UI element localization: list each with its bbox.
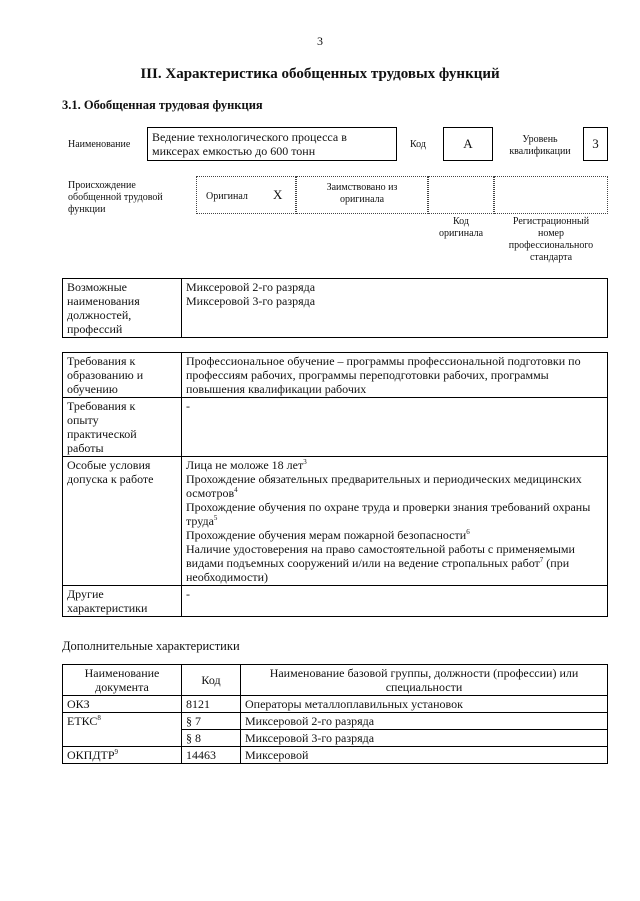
positions-values-cell xyxy=(182,279,608,338)
positions-label-cell xyxy=(63,279,182,338)
special-condition-text: Прохождение обязательных предварительных и периодических медицинских осмотров xyxy=(186,472,582,500)
education-label-line: Требования к xyxy=(67,354,136,368)
doc-cell xyxy=(63,713,182,747)
doc-cell xyxy=(63,696,182,713)
origin-label xyxy=(68,180,163,216)
registration-caption-line3: профессионального xyxy=(508,240,594,251)
positions-label-line: должностей, xyxy=(67,308,132,322)
experience-label-line: Требования к xyxy=(67,399,136,413)
doc-text: ЕТКС xyxy=(67,714,98,728)
code-cell: 14463 xyxy=(182,747,241,764)
additional-heading: Дополнительные характеристики xyxy=(62,639,240,653)
special-conditions-row xyxy=(63,457,608,586)
special-condition xyxy=(186,500,603,528)
name-cell: Миксеровой 2-го разряда xyxy=(241,713,608,730)
original-mark: X xyxy=(273,187,283,202)
position-value: Миксеровой 3-го разряда xyxy=(186,294,316,308)
page-number: 3 xyxy=(317,34,323,48)
col-name-line: специальности xyxy=(385,680,463,694)
original-code-caption xyxy=(428,216,494,240)
code-label: Код xyxy=(410,139,426,150)
doc-text: ОКЗ xyxy=(67,697,90,711)
name-cell: Миксеровой xyxy=(241,747,608,764)
doc-text: ОКПДТР xyxy=(67,748,115,762)
origin-label-line3: функции xyxy=(68,204,106,215)
special-condition xyxy=(186,472,603,500)
level-value: 3 xyxy=(583,127,608,161)
other-row xyxy=(63,586,608,617)
footnote-ref: 8 xyxy=(97,714,101,722)
name-label: Наименование xyxy=(68,139,131,150)
positions-label-line: наименования xyxy=(67,294,140,308)
education-value: Профессиональное обучение – программы профессиональной подготовки по профессиям рабочих, программы переподготовки рабочих, программы повышения квалификации рабочих xyxy=(182,353,608,398)
borrowed-label-line1: Заимствовано из xyxy=(326,182,398,193)
level-label xyxy=(500,134,580,158)
col-document-line: документа xyxy=(95,680,149,694)
experience-value: - xyxy=(182,398,608,457)
special-condition-text: Лица не моложе 18 лет xyxy=(186,458,304,472)
section-subtitle: 3.1. Обобщенная трудовая функция xyxy=(62,98,263,112)
original-code-caption-line2: оригинала xyxy=(438,228,484,239)
special-condition-text-tail: (при необходимости) xyxy=(186,556,570,584)
table-row xyxy=(63,696,608,713)
level-label-line1: Уровень xyxy=(522,134,558,145)
origin-label-line1: Происхождение xyxy=(68,180,136,191)
education-label-line: обучению xyxy=(67,382,118,396)
experience-label-cell xyxy=(63,398,182,457)
registration-caption-line1: Регистрационный xyxy=(512,216,590,227)
registration-caption-line4: стандарта xyxy=(529,252,573,263)
table-row xyxy=(63,747,608,764)
registration-caption-line2: номер xyxy=(538,228,564,239)
col-document-header xyxy=(63,665,182,696)
borrowed-label-line2: оригинала xyxy=(339,194,385,205)
footnote-ref: 9 xyxy=(114,748,119,756)
positions-label-line: профессий xyxy=(67,322,123,336)
education-row xyxy=(63,353,608,398)
origin-label-line2: обобщенной трудовой xyxy=(68,192,163,203)
special-label-cell xyxy=(63,457,182,586)
other-label-line: Другие xyxy=(67,587,104,601)
col-name-header xyxy=(241,665,608,696)
footnote-ref: 5 xyxy=(213,514,218,522)
special-condition xyxy=(186,528,603,542)
requirements-table xyxy=(62,352,608,617)
code-cell: 8121 xyxy=(182,696,241,713)
positions-label-line: Возможные xyxy=(67,280,127,294)
table-row xyxy=(63,713,608,730)
experience-label-line: практической xyxy=(67,427,137,441)
special-condition-text: Наличие удостоверения на право самостоятельной работы с применяемыми видами подъемных сооружений и/или на ведение стропальных работ xyxy=(186,542,575,570)
other-label-cell xyxy=(63,586,182,617)
name-cell: Операторы металлоплавильных установок xyxy=(241,696,608,713)
code-value: А xyxy=(443,127,493,161)
footnote-ref: 3 xyxy=(303,458,307,466)
other-label-line: характеристики xyxy=(67,601,148,615)
special-label-line: Особые условия xyxy=(67,458,151,472)
code-cell: § 8 xyxy=(182,730,241,747)
footnote-ref: 7 xyxy=(539,556,544,564)
function-name-line1: Ведение технологического процесса в xyxy=(152,130,347,144)
experience-label-line: опыту xyxy=(67,413,99,427)
original-code-caption-line1: Код xyxy=(453,216,469,227)
special-condition-text: Прохождение обучения мерам пожарной безопасности xyxy=(186,528,467,542)
original-label: Оригинал xyxy=(206,191,248,202)
doc-cell xyxy=(63,747,182,764)
special-condition-text: Прохождение обучения по охране труда и проверки знания требований охраны труда xyxy=(186,500,591,528)
registration-number-cell xyxy=(494,176,608,214)
education-label-line: образованию и xyxy=(67,368,144,382)
experience-label-line: работы xyxy=(67,441,104,455)
col-document-line: Наименование xyxy=(84,666,160,680)
name-cell: Миксеровой 3-го разряда xyxy=(241,730,608,747)
other-value: - xyxy=(182,586,608,617)
special-label-line: допуска к работе xyxy=(67,472,154,486)
function-name-box xyxy=(147,127,397,161)
education-label-cell xyxy=(63,353,182,398)
page-title: III. Характеристика обобщенных трудовых функций xyxy=(140,66,500,82)
experience-row xyxy=(63,398,608,457)
col-name-line: Наименование базовой группы, должности (профессии) или xyxy=(269,666,579,680)
level-label-line2: квалификации xyxy=(509,146,571,157)
borrowed-label xyxy=(296,182,428,206)
positions-row xyxy=(63,279,608,338)
footnote-ref: 4 xyxy=(234,486,238,494)
function-name-line2: миксерах емкостью до 600 тонн xyxy=(152,144,316,158)
special-condition xyxy=(186,458,603,472)
code-cell: § 7 xyxy=(182,713,241,730)
positions-table xyxy=(62,278,608,338)
col-code-header: Код xyxy=(182,665,241,696)
special-conditions-cell xyxy=(182,457,608,586)
original-code-cell xyxy=(428,176,494,214)
position-value: Миксеровой 2-го разряда xyxy=(186,280,316,294)
special-condition xyxy=(186,542,603,584)
additional-header-row xyxy=(63,665,608,696)
additional-table xyxy=(62,664,608,764)
registration-number-caption xyxy=(494,216,608,264)
footnote-ref: 6 xyxy=(466,528,470,536)
